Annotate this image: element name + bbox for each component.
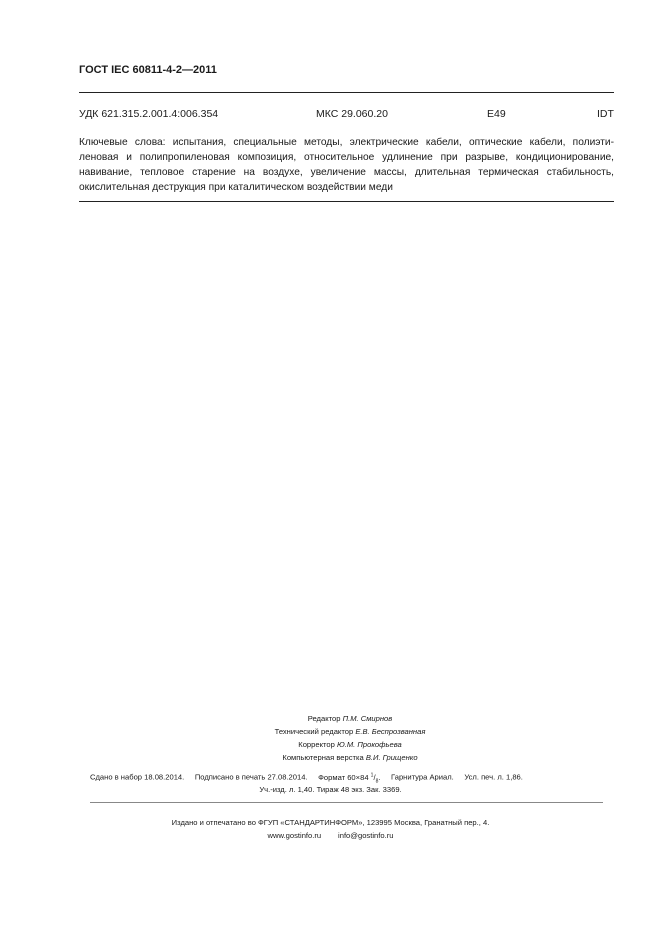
keywords-rule (79, 201, 614, 202)
typeface: Гарнитура Ариал. (391, 772, 454, 782)
publisher-address: Издано и отпечатано во ФГУП «СТАНДАРТИНФОРМ», 123995 Москва, Гранатный пер., 4. (171, 818, 490, 827)
mks-code: МКС 29.060.20 (316, 108, 388, 120)
credit-person: В.И. Грищенко (365, 753, 418, 762)
keywords-line: Ключевые слова: испытания, специальные методы, электрические кабели, оптические кабели, полиэти- (79, 137, 614, 148)
udk-code: УДК 621.315.2.001.4:006.354 (79, 108, 219, 120)
credit-layout (200, 751, 500, 764)
credit-role: Компьютерная верстка (282, 753, 364, 762)
print-details-2: Уч.-изд. л. 1,40. Тираж 48 экз. Зак. 3369. (259, 785, 402, 794)
conformity-degree: IDT (597, 108, 614, 120)
keywords-line: навивание, тепловое старение на воздухе, увеличение массы, длительная термическая стабильность, (79, 167, 614, 178)
paper-format: Формат 60×84 $^1/_8$. (318, 772, 381, 785)
keywords-line: окислительная деструкция при каталитическом воздействии меди (79, 182, 393, 193)
credit-tech-editor (200, 725, 500, 738)
standard-designation: ГОСТ IEC 60811-4-2—2011 (79, 64, 217, 76)
credit-corrector (200, 738, 500, 751)
publisher-website: www.gostinfo.ru (267, 831, 322, 840)
keywords-block (79, 135, 614, 195)
credit-role: Редактор (307, 714, 341, 723)
print-details (90, 772, 523, 784)
publisher-contacts (0, 831, 661, 840)
credit-person: Ю.М. Прокофьева (336, 740, 402, 749)
publisher-email: info@gostinfo.ru (338, 831, 394, 840)
printed-sheets: Усл. печ. л. 1,86. (464, 772, 523, 782)
keywords-line: леновая и полипропиленовая композиция, относительное удлинение при разрыве, кондиционирование, (79, 152, 614, 163)
footer-rule (90, 802, 603, 803)
credit-role: Корректор (298, 740, 335, 749)
header-rule (79, 92, 614, 93)
credit-person: П.М. Смирнов (342, 714, 393, 723)
sent-to-typesetting: Сдано в набор 18.08.2014. (90, 772, 185, 782)
classification-code: E49 (487, 108, 506, 120)
credit-editor (200, 712, 500, 725)
credit-role: Технический редактор (274, 727, 354, 736)
signed-to-print: Подписано в печать 27.08.2014. (194, 772, 308, 782)
credit-person: Е.В. Беспрозванная (355, 727, 426, 736)
